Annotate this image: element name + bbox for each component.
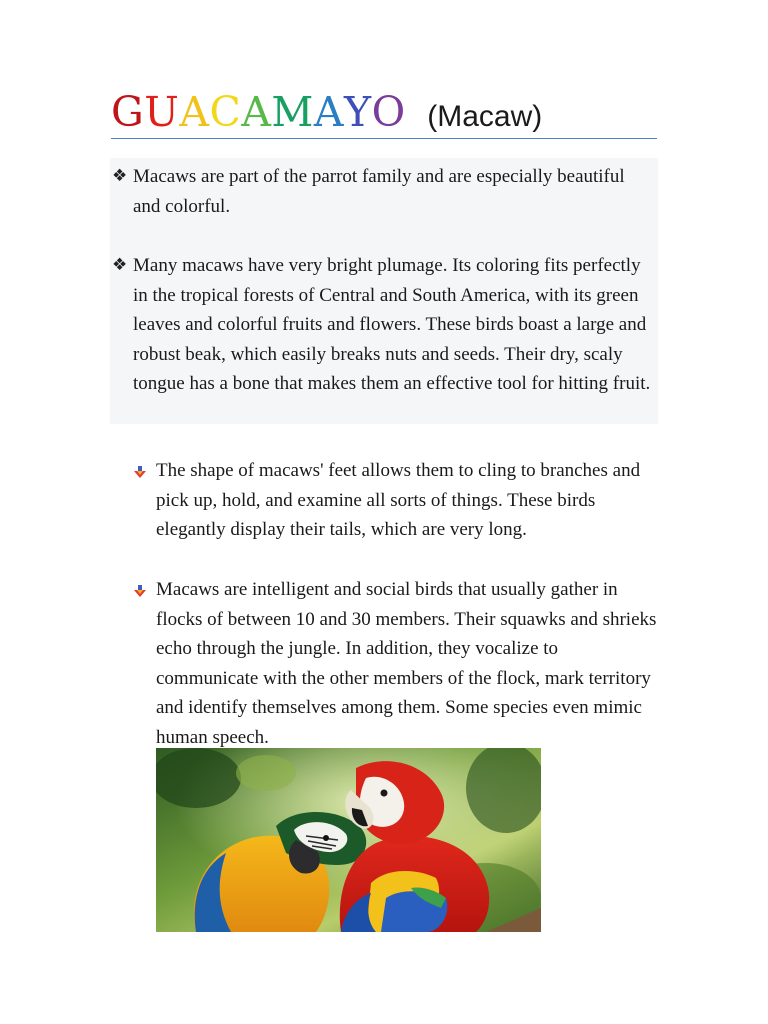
title-letter: C <box>209 88 242 136</box>
title-word <box>111 88 419 136</box>
title-letter: G <box>111 88 145 136</box>
title-letter: A <box>179 88 210 136</box>
title-letter: M <box>271 88 314 136</box>
page-title <box>111 86 657 138</box>
title-letter: U <box>144 88 180 136</box>
diamond-bullet-icon: ❖ <box>112 166 128 186</box>
title-letter: Y <box>344 88 372 136</box>
title-letter: A <box>241 88 272 136</box>
bullet-text: Macaws are intelligent and social birds that usually gather in flocks of between 10 and 30 members. Their squawks and shrieks echo through the jungle. In addition, they vocalize to communicate with the other members of the flock, mark territory and identify themselves among them. Some species even mimic human speech. <box>156 579 657 748</box>
title-subtitle: (Macaw) <box>427 100 543 133</box>
title-underline <box>111 138 657 139</box>
down-arrow-bullet-icon <box>133 584 147 598</box>
bullet-text: Macaws are part of the parrot family and are especially beautiful and colorful. <box>133 166 625 217</box>
title-letter: A <box>313 88 345 136</box>
bullet-text: The shape of macaws' feet allows them to cling to branches and pick up, hold, and examine all sorts of things. These birds elegantly display their tails, which are very long. <box>156 460 641 540</box>
list-item <box>156 456 661 545</box>
diamond-bullet-icon: ❖ <box>112 255 128 275</box>
bullet-text: Many macaws have very bright plumage. Its coloring fits perfectly in the tropical forests of Central and South America, with its green leaves and colorful fruits and flowers. These birds boast a large and robust beak, which easily breaks nuts and seeds. Their dry, scaly tongue has a bone that makes them an effective tool for hitting fruit. <box>133 255 651 394</box>
down-arrow-bullet-icon <box>133 465 147 479</box>
list-item <box>156 575 661 752</box>
title-letter: O <box>371 88 406 136</box>
macaw-photo <box>156 748 541 932</box>
list-item <box>133 162 653 221</box>
list-item <box>133 251 655 399</box>
